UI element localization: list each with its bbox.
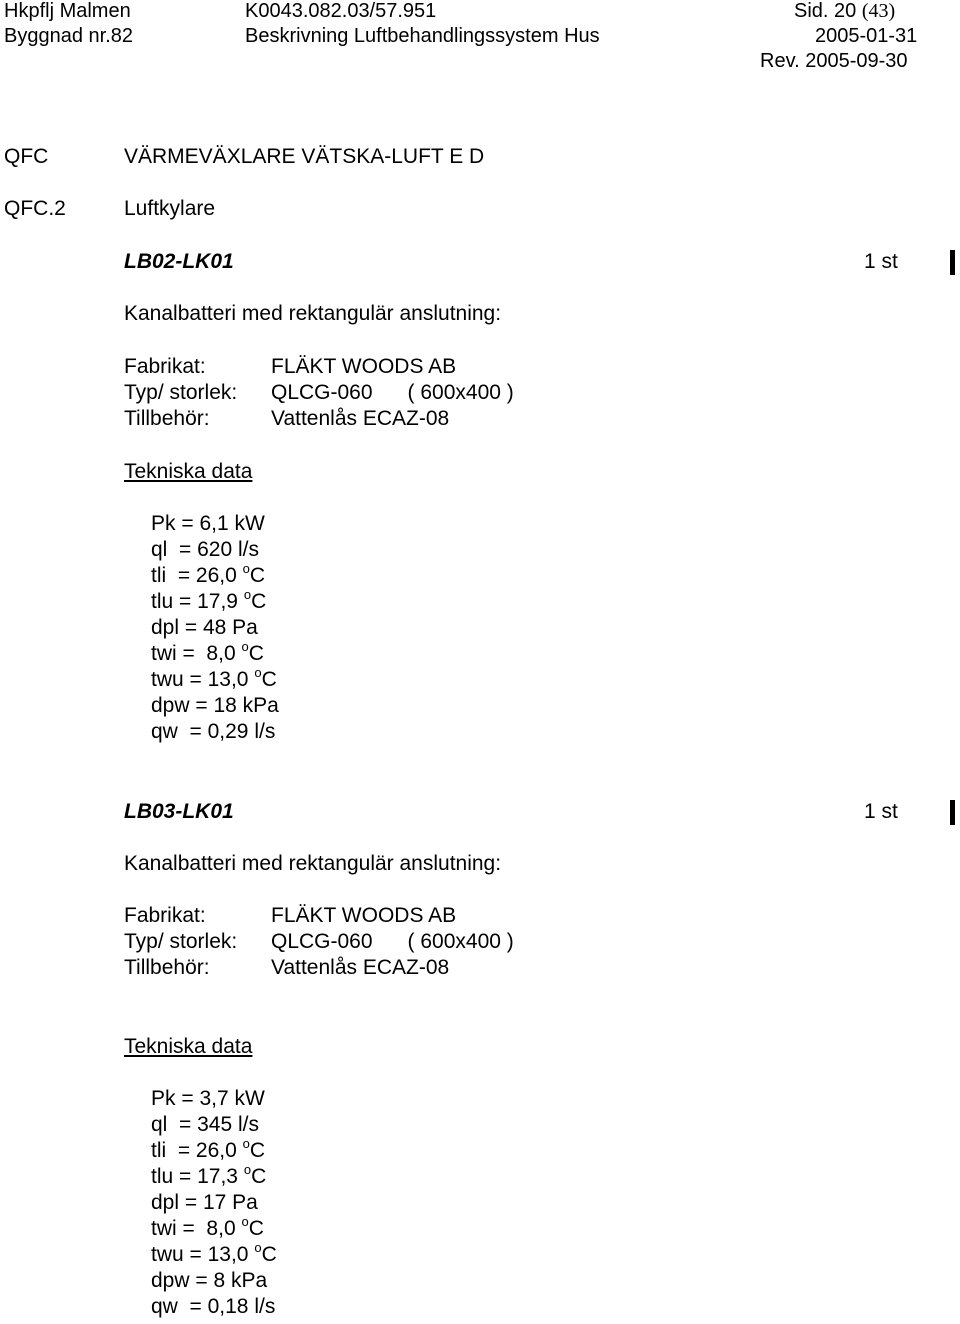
- unit-id: LB02-LK01: [124, 250, 234, 273]
- header-date: 2005-01-31: [815, 25, 918, 47]
- tech-line: tli = 26,0 $^o$C: [151, 561, 266, 587]
- tech-line: dpl = 48 Pa: [151, 616, 258, 639]
- spec-value: QLCG-060 ( 600x400 ): [271, 381, 514, 404]
- spec-label: Fabrikat:: [124, 355, 206, 378]
- tech-line: dpl = 17 Pa: [151, 1191, 258, 1214]
- spec-label: Tillbehör:: [124, 956, 210, 979]
- spec-label: Typ/ storlek:: [124, 381, 238, 404]
- tech-line: dpw = 8 kPa: [151, 1269, 268, 1292]
- tech-line: twu = 13,0 $^o$C: [151, 1240, 277, 1266]
- unit-quantity: 1 st: [864, 800, 898, 823]
- spec-value: Vattenlås ECAZ-08: [271, 956, 450, 979]
- header-building: Byggnad nr.82: [4, 25, 133, 47]
- spec-value: Vattenlås ECAZ-08: [271, 407, 450, 430]
- tech-line: qw = 0,29 l/s: [151, 720, 276, 743]
- tech-heading: Tekniska data: [124, 460, 253, 483]
- tech-line: tli = 26,0 $^o$C: [151, 1136, 266, 1162]
- tech-line: ql = 345 l/s: [151, 1113, 259, 1136]
- tech-line: ql = 620 l/s: [151, 538, 259, 561]
- revision-bar: [950, 250, 955, 275]
- subsection-title: Luftkylare: [124, 197, 216, 220]
- header-page: [794, 0, 895, 22]
- subsection-code: QFC.2: [4, 197, 66, 220]
- tech-line: tlu = 17,3 $^o$C: [151, 1162, 267, 1188]
- section-code: QFC: [4, 145, 49, 168]
- tech-line: Pk = 3,7 kW: [151, 1087, 265, 1110]
- header-revision: Rev. 2005-09-30: [760, 50, 908, 72]
- spec-label: Fabrikat:: [124, 904, 206, 927]
- spec-label: Tillbehör:: [124, 407, 210, 430]
- tech-line: twi = 8,0 $^o$C: [151, 639, 264, 665]
- tech-heading: Tekniska data: [124, 1035, 253, 1058]
- spec-value: FLÄKT WOODS AB: [271, 904, 457, 927]
- spec-value: QLCG-060 ( 600x400 ): [271, 930, 514, 953]
- unit-id: LB03-LK01: [124, 800, 234, 823]
- tech-line: qw = 0,18 l/s: [151, 1295, 276, 1318]
- unit-description: Kanalbatteri med rektangulär anslutning:: [124, 302, 502, 325]
- tech-line: Pk = 6,1 kW: [151, 512, 265, 535]
- header-doc-number: K0043.082.03/57.951: [245, 0, 437, 22]
- spec-label: Typ/ storlek:: [124, 930, 238, 953]
- tech-line: twi = 8,0 $^o$C: [151, 1214, 264, 1240]
- tech-line: dpw = 18 kPa: [151, 694, 279, 717]
- spec-value: FLÄKT WOODS AB: [271, 355, 457, 378]
- tech-line: twu = 13,0 $^o$C: [151, 665, 277, 691]
- unit-description: Kanalbatteri med rektangulär anslutning:: [124, 852, 502, 875]
- header-page-label: Sid. 20: [794, 0, 857, 22]
- revision-bar: [950, 800, 955, 825]
- header-page-total: (43): [861, 0, 896, 22]
- header-company: Hkpflj Malmen: [4, 0, 131, 22]
- header-description: Beskrivning Luftbehandlingssystem Hus: [245, 25, 600, 47]
- tech-line: tlu = 17,9 $^o$C: [151, 587, 267, 613]
- section-title: VÄRMEVÄXLARE VÄTSKA-LUFT E D: [124, 145, 485, 168]
- unit-quantity: 1 st: [864, 250, 898, 273]
